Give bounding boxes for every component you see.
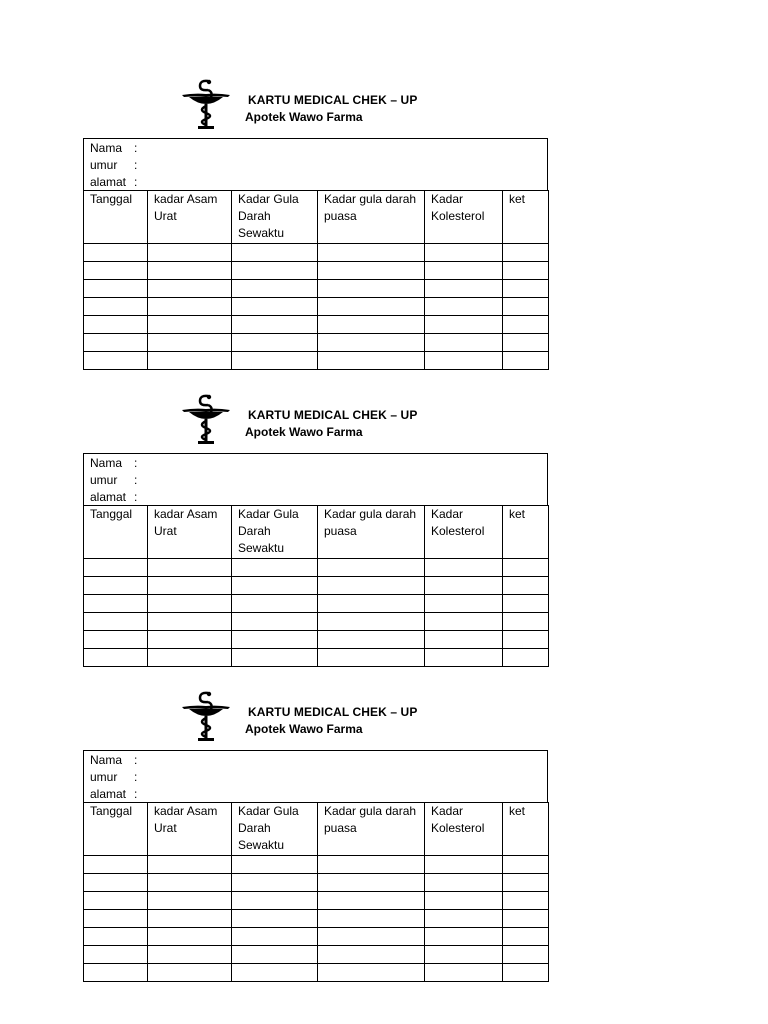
table-cell[interactable]: [84, 334, 148, 352]
table-cell[interactable]: [425, 316, 503, 334]
table-cell[interactable]: [232, 874, 318, 892]
table-cell[interactable]: [232, 262, 318, 280]
table-cell[interactable]: [425, 559, 503, 577]
table-row: [84, 631, 549, 649]
field-nama: [90, 455, 541, 472]
field-alamat: [90, 786, 541, 803]
table-cell[interactable]: [318, 946, 425, 964]
table-cell[interactable]: [503, 595, 549, 613]
table-cell[interactable]: [425, 946, 503, 964]
table-cell[interactable]: [148, 352, 232, 370]
table-cell[interactable]: [148, 856, 232, 874]
patient-info-box: [83, 138, 548, 190]
table-cell[interactable]: [232, 856, 318, 874]
medical-card-3: [83, 690, 548, 982]
table-cell[interactable]: [425, 910, 503, 928]
field-label: umur: [90, 158, 118, 172]
table-cell[interactable]: [503, 613, 549, 631]
column-header: kadar Asam Urat: [148, 803, 232, 856]
table-row: [84, 334, 549, 352]
table-cell[interactable]: [503, 244, 549, 262]
checkup-table: [83, 802, 549, 982]
table-row: [84, 595, 549, 613]
table-row: [84, 280, 549, 298]
table-cell[interactable]: [318, 298, 425, 316]
table-cell[interactable]: [232, 595, 318, 613]
table-row: [84, 856, 549, 874]
table-cell[interactable]: [318, 262, 425, 280]
table-cell[interactable]: [84, 892, 148, 910]
table-cell[interactable]: [425, 856, 503, 874]
table-cell[interactable]: [425, 352, 503, 370]
field-separator: :: [134, 141, 138, 155]
field-label: alamat: [90, 175, 127, 189]
table-cell[interactable]: [318, 280, 425, 298]
table-cell[interactable]: [318, 631, 425, 649]
card-subtitle: Apotek Wawo Farma: [245, 722, 363, 736]
table-cell[interactable]: [318, 964, 425, 982]
table-row: [84, 613, 549, 631]
table-cell[interactable]: [425, 262, 503, 280]
table-cell[interactable]: [232, 280, 318, 298]
table-cell[interactable]: [425, 280, 503, 298]
table-cell[interactable]: [425, 613, 503, 631]
table-cell[interactable]: [503, 577, 549, 595]
table-cell[interactable]: [318, 649, 425, 667]
field-separator: :: [134, 753, 138, 767]
table-cell[interactable]: [232, 298, 318, 316]
table-cell[interactable]: [503, 334, 549, 352]
checkup-table: [83, 505, 549, 667]
table-cell[interactable]: [318, 352, 425, 370]
column-header: Kadar Kolesterol: [425, 506, 503, 559]
table-cell[interactable]: [232, 334, 318, 352]
table-cell[interactable]: [425, 298, 503, 316]
column-header: kadar Asam Urat: [148, 191, 232, 244]
table-cell[interactable]: [148, 559, 232, 577]
table-row: [84, 316, 549, 334]
table-cell[interactable]: [503, 928, 549, 946]
table-row: [84, 298, 549, 316]
card-header: [83, 393, 548, 453]
table-cell[interactable]: [425, 595, 503, 613]
table-cell[interactable]: [318, 577, 425, 595]
field-separator: :: [134, 490, 138, 504]
medical-card-2: [83, 393, 548, 667]
column-header: Kadar gula darah puasa: [318, 803, 425, 856]
column-header: Kadar gula darah puasa: [318, 506, 425, 559]
field-label: Nama: [90, 141, 123, 155]
table-cell[interactable]: [84, 649, 148, 667]
table-cell[interactable]: [148, 910, 232, 928]
table-cell[interactable]: [148, 280, 232, 298]
table-row: [84, 874, 549, 892]
table-cell[interactable]: [84, 928, 148, 946]
field-separator: :: [134, 770, 138, 784]
table-row: [84, 910, 549, 928]
field-alamat: [90, 174, 541, 191]
table-cell[interactable]: [148, 649, 232, 667]
card-subtitle: Apotek Wawo Farma: [245, 425, 363, 439]
table-cell[interactable]: [232, 316, 318, 334]
table-cell[interactable]: [318, 928, 425, 946]
table-cell[interactable]: [84, 262, 148, 280]
table-cell[interactable]: [148, 595, 232, 613]
table-cell[interactable]: [84, 280, 148, 298]
patient-info-box: [83, 750, 548, 802]
table-cell[interactable]: [503, 874, 549, 892]
table-row: [84, 946, 549, 964]
table-cell[interactable]: [425, 334, 503, 352]
table-row: [84, 649, 549, 667]
pharmacy-bowl-of-hygieia-icon: [180, 393, 232, 445]
table-cell[interactable]: [84, 613, 148, 631]
table-cell[interactable]: [425, 874, 503, 892]
table-cell[interactable]: [318, 595, 425, 613]
field-nama: [90, 752, 541, 769]
table-cell[interactable]: [503, 559, 549, 577]
column-header: Tanggal: [84, 803, 148, 856]
table-cell[interactable]: [148, 262, 232, 280]
table-cell[interactable]: [84, 946, 148, 964]
table-cell[interactable]: [148, 298, 232, 316]
table-cell[interactable]: [232, 244, 318, 262]
table-cell[interactable]: [232, 613, 318, 631]
table-cell[interactable]: [84, 910, 148, 928]
table-cell[interactable]: [318, 910, 425, 928]
table-cell[interactable]: [84, 577, 148, 595]
table-cell[interactable]: [503, 946, 549, 964]
table-cell[interactable]: [232, 928, 318, 946]
field-umur: [90, 157, 541, 174]
column-header: Kadar gula darah puasa: [318, 191, 425, 244]
field-separator: :: [134, 175, 138, 189]
table-cell[interactable]: [503, 856, 549, 874]
column-header: ket: [503, 506, 549, 559]
table-cell[interactable]: [84, 244, 148, 262]
table-cell[interactable]: [503, 910, 549, 928]
table-cell[interactable]: [84, 874, 148, 892]
column-header: Kadar Kolesterol: [425, 191, 503, 244]
table-cell[interactable]: [425, 244, 503, 262]
table-cell[interactable]: [84, 631, 148, 649]
table-cell[interactable]: [503, 262, 549, 280]
table-header-row: [84, 803, 549, 856]
table-cell[interactable]: [148, 946, 232, 964]
table-cell[interactable]: [318, 559, 425, 577]
table-cell[interactable]: [503, 280, 549, 298]
medical-card-1: [83, 78, 548, 370]
table-cell[interactable]: [318, 244, 425, 262]
table-cell[interactable]: [318, 316, 425, 334]
table-cell[interactable]: [232, 892, 318, 910]
table-cell[interactable]: [232, 910, 318, 928]
table-row: [84, 928, 549, 946]
table-cell[interactable]: [318, 613, 425, 631]
table-cell[interactable]: [148, 244, 232, 262]
card-title: KARTU MEDICAL CHEK – UP: [248, 705, 418, 719]
table-cell[interactable]: [148, 964, 232, 982]
table-cell[interactable]: [232, 577, 318, 595]
table-cell[interactable]: [148, 928, 232, 946]
table-row: [84, 352, 549, 370]
field-label: alamat: [90, 490, 127, 504]
column-header: ket: [503, 803, 549, 856]
table-cell[interactable]: [318, 892, 425, 910]
field-separator: :: [134, 456, 138, 470]
table-cell[interactable]: [503, 964, 549, 982]
table-cell[interactable]: [503, 892, 549, 910]
column-header: Kadar Gula Darah Sewaktu: [232, 191, 318, 244]
table-cell[interactable]: [84, 316, 148, 334]
table-cell[interactable]: [503, 316, 549, 334]
card-header: [83, 78, 548, 138]
field-umur: [90, 472, 541, 489]
table-row: [84, 964, 549, 982]
table-cell[interactable]: [232, 352, 318, 370]
field-nama: [90, 140, 541, 157]
field-umur: [90, 769, 541, 786]
table-cell[interactable]: [318, 874, 425, 892]
card-header: [83, 690, 548, 750]
table-cell[interactable]: [503, 649, 549, 667]
table-cell[interactable]: [148, 613, 232, 631]
table-row: [84, 244, 549, 262]
pharmacy-bowl-of-hygieia-icon: [180, 78, 232, 130]
table-cell[interactable]: [84, 856, 148, 874]
table-row: [84, 262, 549, 280]
table-cell[interactable]: [148, 577, 232, 595]
table-header-row: [84, 191, 549, 244]
table-cell[interactable]: [232, 559, 318, 577]
table-cell[interactable]: [503, 298, 549, 316]
column-header: ket: [503, 191, 549, 244]
field-label: Nama: [90, 456, 123, 470]
field-label: umur: [90, 473, 118, 487]
table-cell[interactable]: [84, 964, 148, 982]
table-cell[interactable]: [232, 631, 318, 649]
table-row: [84, 559, 549, 577]
column-header: kadar Asam Urat: [148, 506, 232, 559]
table-cell[interactable]: [148, 334, 232, 352]
pharmacy-bowl-of-hygieia-icon: [180, 690, 232, 742]
patient-info-box: [83, 453, 548, 505]
field-label: umur: [90, 770, 118, 784]
table-cell[interactable]: [232, 649, 318, 667]
card-title: KARTU MEDICAL CHEK – UP: [248, 408, 418, 422]
column-header: Tanggal: [84, 191, 148, 244]
table-cell[interactable]: [425, 631, 503, 649]
field-separator: :: [134, 787, 138, 801]
card-title: KARTU MEDICAL CHEK – UP: [248, 93, 418, 107]
column-header: Kadar Kolesterol: [425, 803, 503, 856]
table-cell[interactable]: [318, 856, 425, 874]
field-label: Nama: [90, 753, 123, 767]
column-header: Kadar Gula Darah Sewaktu: [232, 803, 318, 856]
table-cell[interactable]: [84, 595, 148, 613]
table-cell[interactable]: [503, 631, 549, 649]
field-label: alamat: [90, 787, 127, 801]
table-cell[interactable]: [425, 577, 503, 595]
table-cell[interactable]: [148, 316, 232, 334]
table-cell[interactable]: [84, 298, 148, 316]
table-cell[interactable]: [425, 649, 503, 667]
table-cell[interactable]: [425, 928, 503, 946]
field-separator: :: [134, 158, 138, 172]
table-row: [84, 892, 549, 910]
field-separator: :: [134, 473, 138, 487]
table-cell[interactable]: [84, 352, 148, 370]
column-header: Kadar Gula Darah Sewaktu: [232, 506, 318, 559]
table-cell[interactable]: [148, 631, 232, 649]
table-cell[interactable]: [232, 964, 318, 982]
checkup-table: [83, 190, 549, 370]
table-cell[interactable]: [503, 352, 549, 370]
field-alamat: [90, 489, 541, 506]
table-cell[interactable]: [148, 874, 232, 892]
table-cell[interactable]: [318, 334, 425, 352]
card-subtitle: Apotek Wawo Farma: [245, 110, 363, 124]
column-header: Tanggal: [84, 506, 148, 559]
table-cell[interactable]: [84, 559, 148, 577]
table-cell[interactable]: [425, 964, 503, 982]
table-cell[interactable]: [232, 946, 318, 964]
table-cell[interactable]: [148, 892, 232, 910]
table-header-row: [84, 506, 549, 559]
table-row: [84, 577, 549, 595]
table-cell[interactable]: [425, 892, 503, 910]
